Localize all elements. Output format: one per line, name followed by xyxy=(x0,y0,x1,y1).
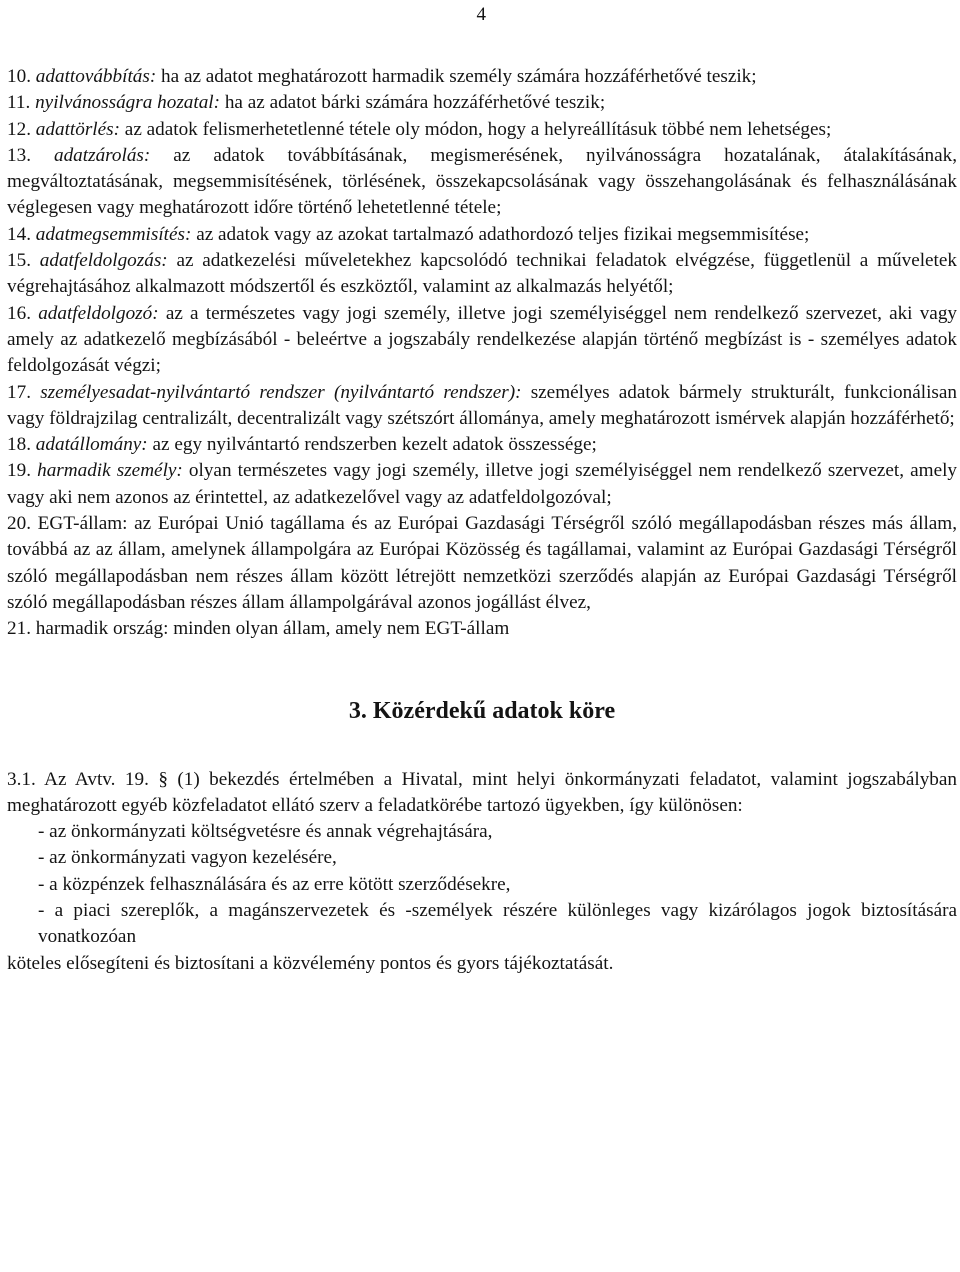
definition-item xyxy=(7,301,957,380)
definition-item xyxy=(7,380,957,433)
bullet-list xyxy=(7,819,957,950)
definition-number: 16. xyxy=(7,302,31,324)
page-number: 4 xyxy=(476,4,486,25)
definition-number: 20. xyxy=(7,513,31,535)
definition-item xyxy=(7,64,957,90)
definition-term: nyilvánosságra hozatal: xyxy=(35,92,221,114)
bullet-item: - az önkormányzati költségvetésre és annak végrehajtására, xyxy=(38,821,493,843)
section-heading: 3. Közérdekű adatok köre xyxy=(348,697,616,724)
definition-term: adatzárolás: xyxy=(53,144,151,166)
definition-term: adatfeldolgozás: xyxy=(39,250,168,272)
definition-number: 15. xyxy=(7,250,31,272)
definition-number: 19. xyxy=(7,460,31,482)
definition-text: az egy nyilvántartó rendszerben kezelt adatok összessége; xyxy=(147,434,597,456)
definition-text: ha az adatot bárki számára hozzáférhetővé teszik; xyxy=(220,92,606,114)
definition-term: személyesadat-nyilvántartó rendszer (nyilvántartó rendszer): xyxy=(40,381,522,403)
definition-number: 18. xyxy=(7,434,31,456)
definition-term: adattörlés: xyxy=(35,118,120,140)
definition-text: az adatok továbbításának, megismerésének, nyilvánosságra hozatalának, átalakításának, megváltoztatásának, megsemmisítésének, törlésének, összekapcsolásának vagy összehangolásának és felhasználásának véglegesen vagy meghatározott időre történő lehetetlenné tétele; xyxy=(7,144,957,219)
definition-item xyxy=(7,458,957,511)
definition-term: adatmegsemmisítés: xyxy=(35,223,192,245)
definition-number: 11. xyxy=(7,92,31,114)
definition-text: az adatkezelési műveletekhez kapcsolódó technikai feladatok elvégzése, függetlenül a műveletek végrehajtásához alkalmazott módszertől és eszköztől, valamint az alkalmazás helyétől; xyxy=(7,250,957,298)
definition-item xyxy=(7,511,957,616)
definition-item xyxy=(7,248,957,301)
definition-item xyxy=(7,432,957,458)
definition-term: adatállomány: xyxy=(35,434,148,456)
definition-text: ha az adatot meghatározott harmadik személy számára hozzáférhetővé teszik; xyxy=(156,66,757,87)
definition-term: adatfeldolgozó: xyxy=(38,302,159,324)
bullet-item: - a közpénzek felhasználására és az erre kötött szerződésekre, xyxy=(38,873,511,895)
definition-number: 10. xyxy=(7,66,31,87)
definition-text: személyes adatok bármely strukturált, funkcionálisan vagy földrajzilag centralizált, decentralizált vagy szétszórt állománya, amely meghatározott ismérvek alapján hozzáférhető; xyxy=(7,381,958,429)
definition-text: olyan természetes vagy jogi személy, illetve jogi személyiséggel nem rendelkező szervezet, amely vagy aki nem azonos az érintettel, az adatkezelővel vagy az adatfeldolgozóval; xyxy=(7,460,958,508)
bullet-item: - az önkormányzati vagyon kezelésére, xyxy=(38,847,337,869)
definitions-list xyxy=(7,64,957,643)
definition-text: harmadik ország: minden olyan állam, amely nem EGT-állam xyxy=(35,618,510,640)
definition-text: az adatok felismerhetetlenné tétele oly módon, hogy a helyreállításuk többé nem lehetséges; xyxy=(120,118,832,140)
definition-item xyxy=(7,616,957,642)
definition-number: 14. xyxy=(7,223,31,245)
definition-text: EGT-állam: az Európai Unió tagállama és az Európai Gazdasági Térségről szóló megállapodásban részes más állam, továbbá az az állam, amelynek állampolgára az Európai Közösség és tagállamai, valamint az Európai Gazdasági Térségről szóló megállapodásban nem részes állam között létrejött nemzetközi szerződés alapján az Európai Gazdasági Térségről szóló megállapodásban részes állam állampolgárával azonos jogállást élvez, xyxy=(7,513,958,613)
bullet-item: - a piaci szereplők, a magánszervezetek és -személyek részére különleges vagy kizárólagos jogok biztosítására vonatkozóan xyxy=(38,900,957,948)
definition-term: adattovábbítás: xyxy=(35,66,157,87)
definition-number: 17. xyxy=(7,381,31,403)
closing-paragraph: köteles elősegíteni és biztosítani a közvélemény pontos és gyors tájékoztatását. xyxy=(7,952,614,974)
definition-number: 12. xyxy=(7,118,31,140)
definition-number: 21. xyxy=(7,618,31,640)
definition-item xyxy=(7,222,957,248)
intro-paragraph: 3.1. Az Avtv. 19. § (1) bekezdés értelmében a Hivatal, mint helyi önkormányzati feladatot, valamint jogszabályban meghatározott egyéb közfeladatot ellátó szerv a feladatkörébe tartozó ügyekben, így különösen: xyxy=(7,768,957,816)
definition-text: az a természetes vagy jogi személy, illetve jogi személyiséggel nem rendelkező szervezet, aki vagy amely az adatkezelő megbízásából - beleértve a jogszabály rendelkezése alapján történő megbízást is - személyes adatok feldolgozását végzi; xyxy=(7,302,958,377)
definition-item xyxy=(7,117,957,143)
definition-item xyxy=(7,90,957,116)
definition-item xyxy=(7,143,957,222)
definition-term: harmadik személy: xyxy=(37,460,183,482)
document-body xyxy=(7,64,957,977)
definition-number: 13. xyxy=(7,144,31,166)
definition-text: az adatok vagy az azokat tartalmazó adathordozó teljes fizikai megsemmisítése; xyxy=(191,223,810,245)
